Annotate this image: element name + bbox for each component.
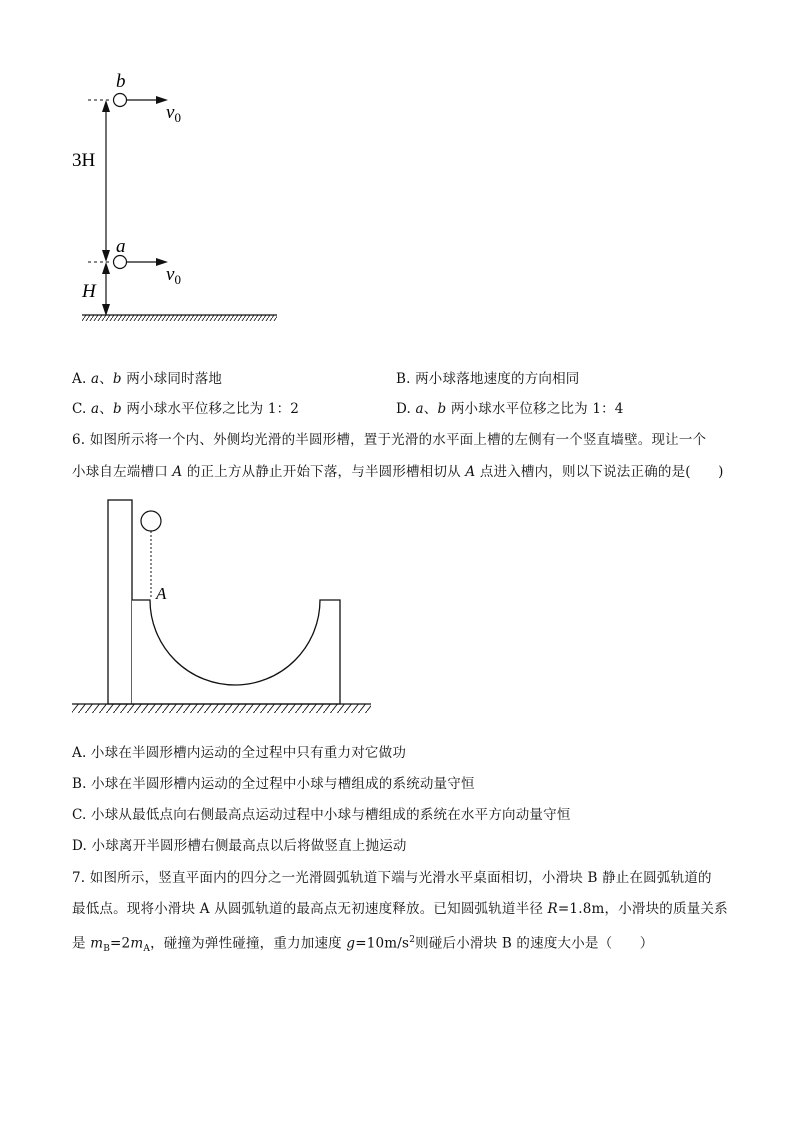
ground-hatch: [82, 315, 277, 321]
figure-semicircle-groove: [66, 495, 386, 725]
label-H: H: [82, 281, 96, 302]
ground-hatch: [72, 704, 371, 713]
figure-projectile: [60, 60, 290, 330]
label-v0-a: $v_0$: [166, 264, 181, 287]
ball-b: [114, 94, 127, 107]
ball: [141, 511, 161, 531]
q7-stem-line1: 7. 如图所示，竖直平面内的四分之一光滑圆弧轨道下端与光滑水平桌面相切，小滑块 B 静止在圆弧轨道的: [72, 870, 712, 886]
option-B: B. 两小球落地速度的方向相同: [396, 371, 580, 387]
q6-stem-line1: 6. 如图所示将一个内、外侧均光滑的半圆形槽，置于光滑的水平面上槽的左侧有一个竖直墙壁。现让一个: [72, 432, 707, 448]
label-A: A: [156, 584, 167, 603]
q6-option-C: C. 小球从最低点向右侧最高点运动过程中小球与槽组成的系统在水平方向动量守恒: [72, 807, 571, 823]
label-b: b: [116, 71, 126, 92]
ball-a: [114, 256, 127, 269]
q6-stem-line2: 小球自左端槽口 A 的正上方从静止开始下落，与半圆形槽相切从 A 点进入槽内，则以下说法正确的是( ): [72, 464, 724, 480]
option-C: C. a、b 两小球水平位移之比为 1：2: [72, 401, 300, 417]
q6-option-A: A. 小球在半圆形槽内运动的全过程中只有重力对它做功: [72, 745, 407, 761]
q6-option-B: B. 小球在半圆形槽内运动的全过程中小球与槽组成的系统动量守恒: [72, 776, 475, 792]
q7-stem-line3: 是 $m_B=2m_A$，碰撞为弹性碰撞，重力加速度 $g=10m/s^2$则碰后小滑块 B 的速度大小是（ ）: [72, 935, 654, 955]
arrow-down-H: [102, 304, 110, 316]
q7-stem-line2: 最低点。现将小滑块 A 从圆弧轨道的最高点无初速度释放。已知圆弧轨道半径 R=1.8m，小滑块的质量关系: [72, 901, 728, 917]
wall: [108, 500, 132, 704]
arrow-up-3H: [102, 100, 110, 112]
arrow-down-3H: [102, 250, 110, 262]
label-3H: 3H: [72, 150, 96, 171]
option-A: A. a、b 两小球同时落地: [72, 371, 223, 387]
arrow-up-H: [102, 262, 110, 274]
groove: [132, 600, 340, 704]
label-v0-b: $v_0$: [166, 102, 181, 125]
q6-option-D: D. 小球离开半圆形槽右侧最高点以后将做竖直上抛运动: [72, 838, 407, 854]
option-D: D. a、b 两小球水平位移之比为 1：4: [396, 401, 624, 417]
label-a: a: [116, 236, 126, 257]
